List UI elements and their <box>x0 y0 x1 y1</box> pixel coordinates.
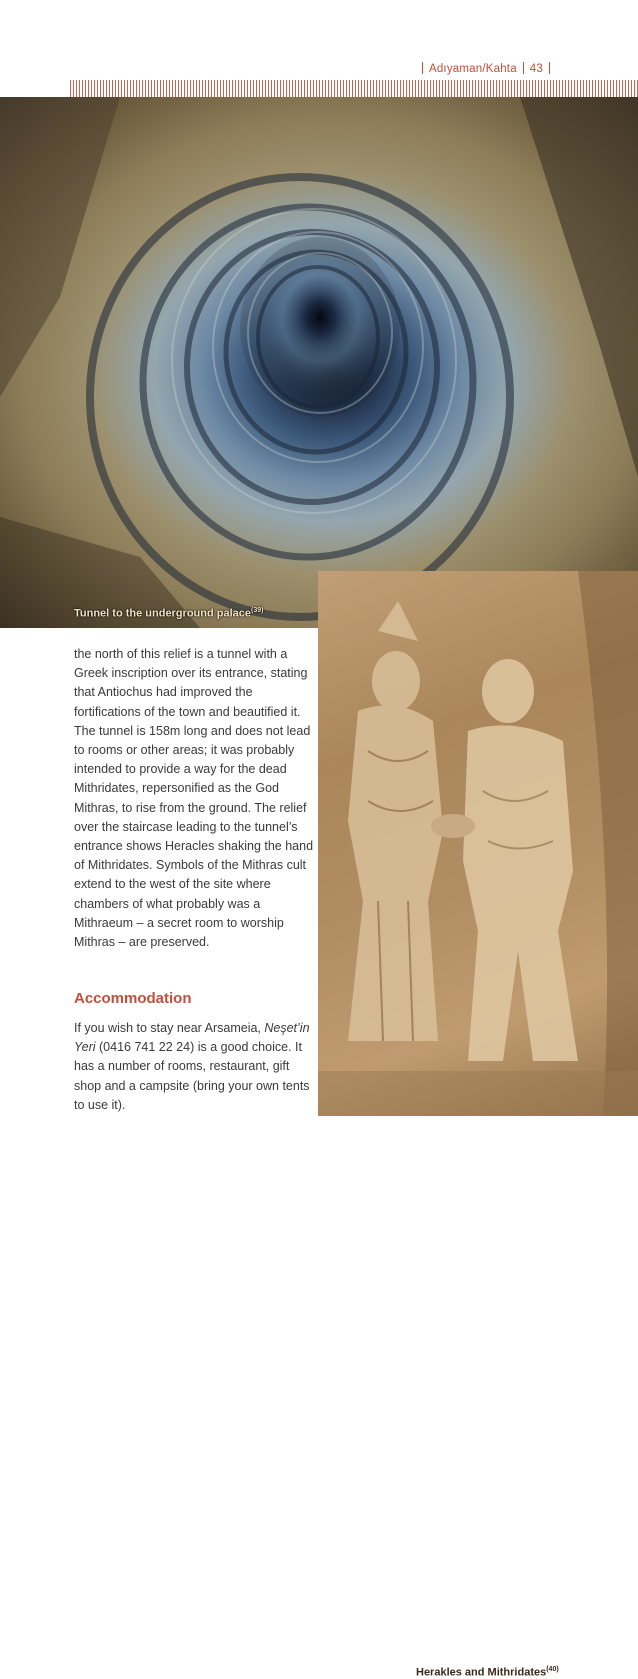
tunnel-photo-caption: Tunnel to the underground palace$^{(39)}$ <box>74 607 264 620</box>
paragraph-2: If you wish to stay near Arsameia, Neşet’in Yeri (0416 741 22 24) is a good choice. It has a number of rooms, restaurant, gift shop and a campsite (bring your own tents to use it). <box>74 1021 310 1112</box>
decorative-hatch-bar <box>70 80 638 98</box>
accommodation-paragraph <box>74 1019 314 1115</box>
tunnel-illustration <box>0 97 638 628</box>
paragraph-1: the north of this relief is a tunnel with a Greek inscription over its entrance, stating that Antiochus had improved the fortifications of the town and beautified it. The tunnel is 158m long and does not lead to rooms or other areas; it was probably intended to provide a way for the dead Mithridates, repersonified as the God Mithras, to rise from the ground. The relief over the staircase leading to the tunnel’s entrance shows Heracles shaking the hand of Mithridates. Symbols of the Mithras cult extend to the west of the site where chambers of what probably was a Mithraeum – a secret room to worship Mithras – are preserved. <box>74 647 314 950</box>
tunnel-photo <box>0 97 638 628</box>
relief-illustration <box>318 571 638 1116</box>
header-location: Adıyaman/Kahta <box>428 63 517 75</box>
running-header <box>416 62 556 75</box>
relief-photo-caption: Herakles and Mithridates$^{(40)}$ <box>416 1666 559 1679</box>
section-heading: Accommodation <box>74 990 192 1007</box>
page-number: 43 <box>529 63 543 75</box>
header-divider <box>422 62 423 74</box>
header-divider <box>549 62 550 74</box>
article-paragraph <box>74 645 314 952</box>
relief-photo <box>318 571 638 1679</box>
place-name: Neşet’in Yeri <box>74 1021 310 1055</box>
header-divider <box>523 62 524 74</box>
